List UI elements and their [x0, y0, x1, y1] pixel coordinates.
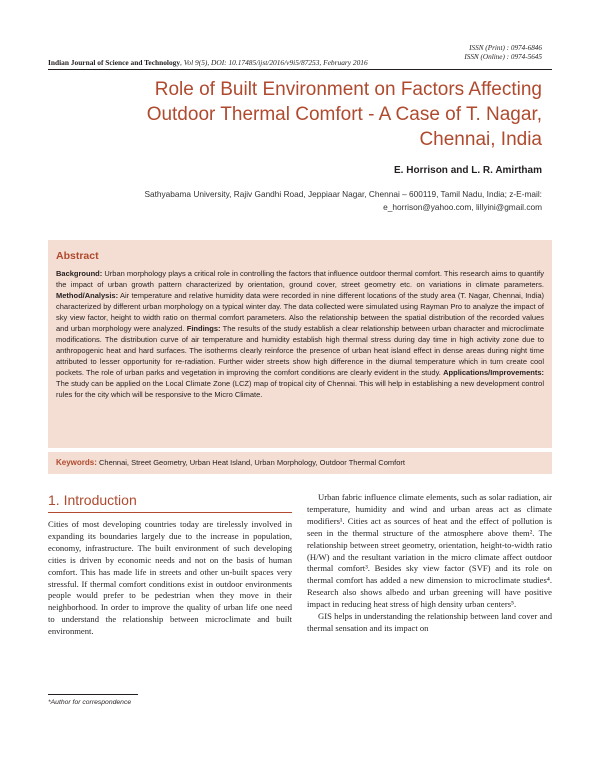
footnote-rule: [48, 694, 138, 695]
abstract-applications: The study can be applied on the Local Climate Zone (LCZ) map of tropical city of Chennai. This will help in establishing a new development control rules for the city which will be responsive to the Micro Climate.: [56, 379, 544, 399]
left-column: [48, 519, 292, 638]
abstract-findings-label: Findings:: [186, 324, 221, 333]
journal-citation: [48, 58, 368, 67]
abstract-background-label: Background:: [56, 269, 103, 278]
section-heading-introduction: 1. Introduction: [48, 492, 137, 508]
keywords-text: Chennai, Street Geometry, Urban Heat Island, Urban Morphology, Outdoor Thermal Comfort: [96, 458, 405, 467]
abstract-applications-label: Applications/Improvements:: [443, 368, 544, 377]
paper-title: Role of Built Environment on Factors Affecting Outdoor Thermal Comfort - A Case of T. Nagar, Chennai, India: [146, 79, 542, 150]
section-rule: [48, 512, 292, 513]
issn-print: ISSN (Print) : 0974-6846: [469, 44, 542, 52]
issn-online: ISSN (Online) : 0974-5645: [464, 53, 542, 61]
journal-details: , Vol 9(5), DOI: 10.17485/ijst/2016/v9i5/87253, February 2016: [180, 58, 368, 67]
header-rule: [48, 69, 552, 70]
abstract-background: Urban morphology plays a critical role in controlling the factors that influence outdoor thermal comfort. This research aims to quantify the impact of urban growth pattern characterized by orientation, ground cover, street geometry etc. on variations in climate parameters.: [56, 269, 544, 289]
intro-paragraph-right-1: Urban fabric influence climate elements, such as solar radiation, air temperature, humidity and wind and urban areas act as climate modifiers¹. Cities act as sources of heat and the effect of pollution is seen in the thermal structure of the atmosphere above them². The relationship between street geometry, orientation, height-to-width ratio (H/W) and the resultant variation in the micro climate affect outdoor thermal comfort³. Besides sky view factor (SVF) and its role on thermal comfort has added a new dimension to microclimate studies⁴. Research also shows albedo and urban greening will have positive impact in reducing heat stress of high density urban centers⁵.: [307, 492, 552, 610]
footnote-correspondence: *Author for correspondence: [48, 699, 132, 706]
abstract-methods: Air temperature and relative humidity data were recorded in nine different locations of the study area (T. Nagar, Chennai, India) characterized by different urban morphology on a typical winter day. The data collected were simulated using Rayman Pro to analyze the impact of sky view factor, height to width ratio on thermal comfort parameters. Also the relationship between the spatial distribution of the recorded values and urban morphology were analyzed.: [56, 291, 544, 333]
intro-paragraph-right-2: GIS helps in understanding the relationship between land cover and thermal sensation and its impact on: [307, 611, 552, 633]
journal-name: Indian Journal of Science and Technology: [48, 58, 181, 67]
abstract-heading: Abstract: [56, 250, 99, 262]
abstract-text: [56, 268, 544, 400]
intro-paragraph-left: Cities of most developing countries today are tirelessly involved in expanding its boundaries largely due to the increase in population, economy, infrastructure. The built environment of such developing cities is driven by economic needs and not on the basis of human comfort. This has made life in streets and other un-built spaces very stressful. If thermal comfort conditions exist in outdoor environments people would prefer to be pedestrian when they move in their neighborhood. In order to improve the quality of urban life one need to understand the relationship between microclimate and built environment.: [48, 519, 292, 637]
paper-authors: E. Horrison and L. R. Amirtham: [394, 165, 542, 176]
keywords-label: Keywords:: [56, 458, 97, 467]
issn-block: [464, 44, 542, 62]
abstract-findings: The results of the study establish a clear relationship between urban character and microclimate modifications. The distribution curve of air temperature and humidity establish high thermal stress during day time in high activity zone due to anthropogenic heat and hard surfaces. The isotherms clearly reinforce the presence of urban heat island effect in dense areas during night time attributed to lesser opportunity for re-radiation. Further wider streets show high difference in the diurnal temperature which in turn create cool pockets. The role of urban parks and vegetation in improving the comfort conditions are clearly evident in the study.: [56, 324, 544, 377]
right-column: [307, 492, 552, 635]
author-affiliation: Sathyabama University, Rajiv Gandhi Road, Jeppiaar Nagar, Chennai – 600119, Tamil Nadu, India; z-E-mail: e_horrison@yahoo.com, lillyini@gmail.com: [144, 189, 542, 212]
abstract-box: [48, 240, 552, 448]
keywords-box: [48, 452, 552, 474]
abstract-methods-label: Method/Analysis:: [56, 291, 119, 300]
